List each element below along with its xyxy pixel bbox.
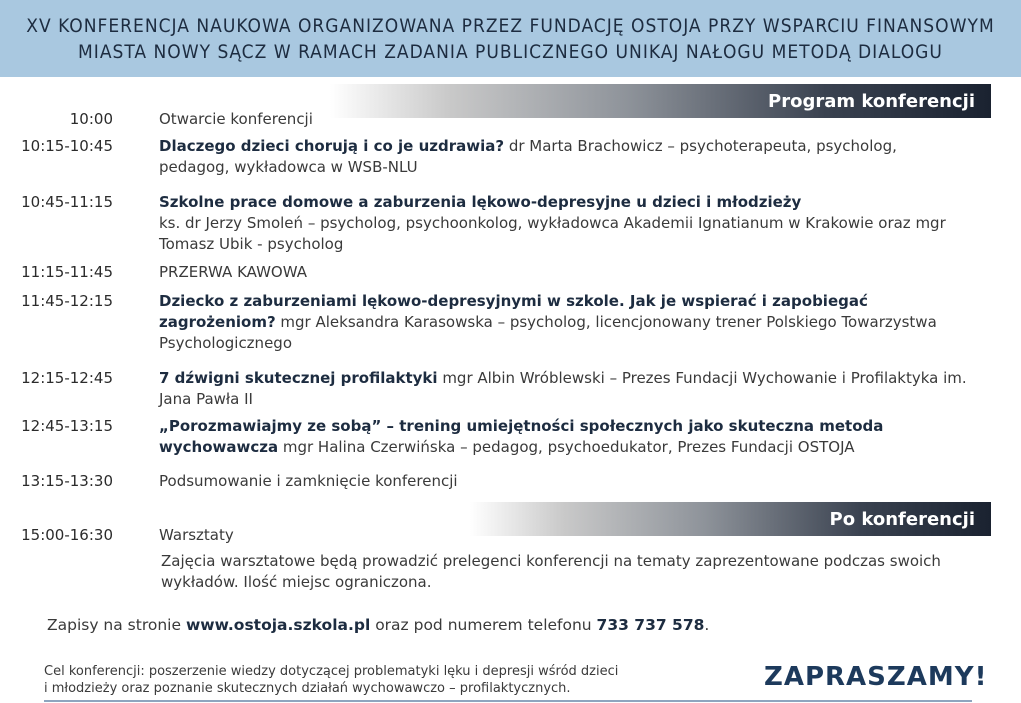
program-talk-title: Szkolne prace domowe a zaburzenia lękowo-depresyjne u dzieci i młodzieży (159, 193, 802, 211)
after-title: Po konferencji (829, 508, 975, 530)
program-desc (159, 368, 969, 410)
header-line-1: XV KONFERENCJA NAUKOWA ORGANIZOWANA PRZEZ FUNDACJĘ OSTOJA PRZY WSPARCIU FINANSOWYM (26, 14, 995, 37)
program-talk-details: Otwarcie konferencji (159, 110, 313, 128)
signup-line (47, 614, 709, 636)
signup-suffix: . (704, 616, 710, 634)
program-talk-details: PRZERWA KAWOWA (159, 263, 308, 281)
program-desc (159, 192, 969, 255)
signup-middle: oraz pod numerem telefonu (370, 616, 597, 634)
bottom-divider (44, 700, 972, 702)
signup-phone: 733 737 578 (596, 616, 705, 634)
program-talk-title: „Porozmawiajmy ze sobą” – trening umiejętności społecznych jako skuteczna metoda wychowawcza (159, 417, 884, 456)
workshop-info: Zajęcia warsztatowe będą prowadzić prelegenci konferencji na tematy zaprezentowane podczas swoich wykładów. Ilość miejsc ograniczona. (161, 552, 941, 591)
program-desc (159, 416, 969, 458)
goal-line-1: Cel konferencji: poszerzenie wiedzy dotyczącej problematyki lęku i depresji wśród dzieci (44, 664, 619, 679)
program-time: 12:15-12:45 (21, 369, 113, 387)
program-desc (159, 136, 969, 178)
program-time: 10:00 (69, 110, 113, 128)
program-talk-title: 7 dźwigni skutecznej profilaktyki (159, 369, 438, 387)
program-talk-details: dr Marta Brachowicz – psychoterapeuta, psycholog, pedagog, wykładowca w WSB-NLU (159, 137, 897, 176)
conference-goal (44, 663, 744, 697)
signup-prefix: Zapisy na stronie (47, 616, 186, 634)
program-time: 11:15-11:45 (21, 263, 113, 281)
header-line-2: MIASTA NOWY SĄCZ W RAMACH ZADANIA PUBLICZNEGO UNIKAJ NAŁOGU METODĄ DIALOGU (78, 40, 943, 63)
program-talk-details: mgr Halina Czerwińska – pedagog, psychoedukator, Prezes Fundacji OSTOJA (278, 438, 855, 456)
program-time: 13:15-13:30 (21, 472, 113, 490)
program-talk-details: Podsumowanie i zamknięcie konferencji (159, 472, 458, 490)
program-time: 12:45-13:15 (21, 417, 113, 435)
program-desc (159, 291, 969, 354)
program-desc (159, 262, 969, 283)
header-banner (0, 0, 1021, 77)
program-time: 11:45-12:15 (21, 292, 113, 310)
workshop-label: Warsztaty (159, 526, 234, 544)
program-desc (159, 471, 969, 492)
program-talk-title: Dlaczego dzieci chorują i co je uzdrawia? (159, 137, 505, 155)
program-time: 10:45-11:15 (21, 193, 113, 211)
program-talk-title: Dziecko z zaburzeniami lękowo-depresyjnymi w szkole. Jak je wspierać i zapobiegać zagrożeniom? (159, 292, 868, 331)
program-title: Program konferencji (768, 90, 975, 112)
invite-text: ZAPRASZAMY! (764, 662, 988, 692)
program-talk-details: mgr Albin Wróblewski – Prezes Fundacji Wychowanie i Profilaktyka im. Jana Pawła II (159, 369, 967, 408)
program-time: 10:15-10:45 (21, 137, 113, 155)
program-talk-details: mgr Aleksandra Karasowska – psycholog, licencjonowany trener Polskiego Towarzystwa Psychologicznego (159, 313, 937, 352)
goal-line-2: i młodzieży oraz poznanie skutecznych działań wychowawczo – profilaktycznych. (44, 681, 571, 696)
program-talk-details: ks. dr Jerzy Smoleń – psycholog, psychoonkolog, wykładowca Akademii Ignatianum w Krakowie oraz mgr Tomasz Ubik - psycholog (159, 214, 946, 253)
program-desc (159, 109, 969, 130)
signup-url-link[interactable]: www.ostoja.szkola.pl (185, 616, 371, 634)
workshop-time: 15:00-16:30 (21, 526, 113, 544)
